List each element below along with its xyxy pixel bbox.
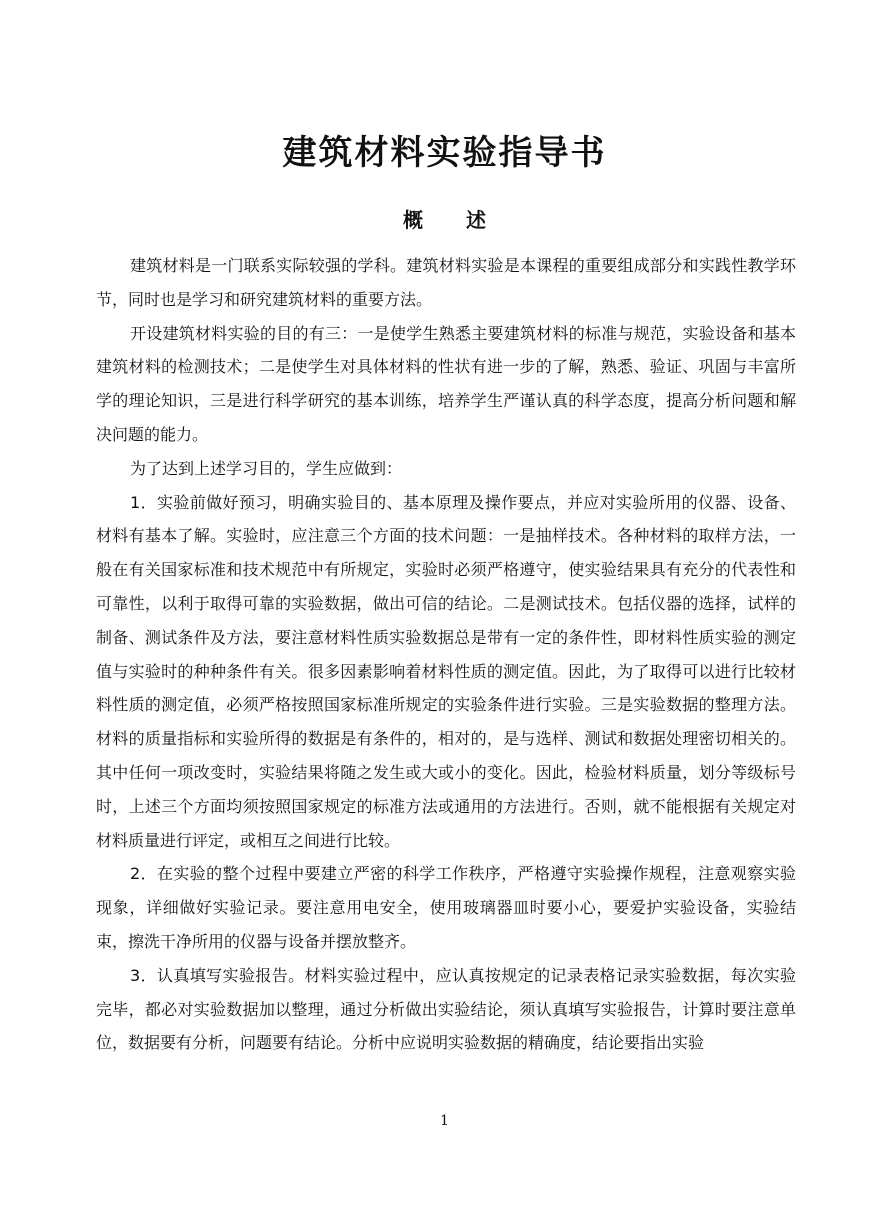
body-text: [96, 249, 796, 1060]
section-heading: 概 述: [403, 208, 504, 232]
paragraph-item-2: 2．在实验的整个过程中要建立严密的科学工作秩序，严格遵守实验操作规程，注意观察实验现象，详细做好实验记录。要注意用电安全，使用玻璃器皿时要小心，要爱护实验设备，实验结束，擦洗干净所用的仪器与设备并摆放整齐。: [96, 864, 796, 951]
paragraph-purpose: 开设建筑材料实验的目的有三：一是使学生熟悉主要建筑材料的标准与规范，实验设备和基本建筑材料的检测技术；二是使学生对具体材料的性状有进一步的了解，熟悉、验证、巩固与丰富所学的理论知识，三是进行科学研究的基本训练，培养学生严谨认真的科学态度，提高分析问题和解决问题的能力。: [96, 323, 796, 444]
document-title: 建筑材料实验指导书: [282, 133, 607, 173]
page-number: 1: [440, 1113, 449, 1129]
paragraph-item-3: 3．认真填写实验报告。材料实验过程中，应认真按规定的记录表格记录实验数据，每次实验完毕，都必对实验数据加以整理，通过分析做出实验结论，须认真填写实验报告，计算时要注意单位，数据要有分析，问题要有结论。分析中应说明实验数据的精确度，结论要指出实验: [96, 965, 796, 1053]
paragraph-item-1: 1．实验前做好预习，明确实验目的、基本原理及操作要点，并应对实验所用的仪器、设备、材料有基本了解。实验时，应注意三个方面的技术问题：一是抽样技术。各种材料的取样方法，一般在有关国家标准和技术规范中有所规定，实验时必须严格遵守，使实验结果具有充分的代表性和可靠性，以利于取得可靠的实验数据，做出可信的结论。二是测试技术。包括仪器的选择，试样的制备、测试条件及方法，要注意材料性质实验数据总是带有一定的条件性，即材料性质实验的测定值与实验时的种种条件有关。很多因素影响着材料性质的测定值。因此，为了取得可以进行比较材料性质的测定值，必须严格按照国家标准所规定的实验条件进行实验。三是实验数据的整理方法。材料的质量指标和实验所得的数据是有条件的，相对的，是与选样、测试和数据处理密切相关的。其中任何一项改变时，实验结果将随之发生或大或小的变化。因此，检验材料质量，划分等级标号时，上述三个方面均须按照国家规定的标准方法或通用的方法进行。否则，就不能根据有关规定对材料质量进行评定，或相互之间进行比较。: [96, 492, 796, 850]
paragraph-intro: 建筑材料是一门联系实际较强的学科。建筑材料实验是本课程的重要组成部分和实践性教学环节，同时也是学习和研究建筑材料的重要方法。: [96, 256, 796, 309]
paragraph-requirements-lead: 为了达到上述学习目的，学生应做到：: [130, 458, 403, 478]
